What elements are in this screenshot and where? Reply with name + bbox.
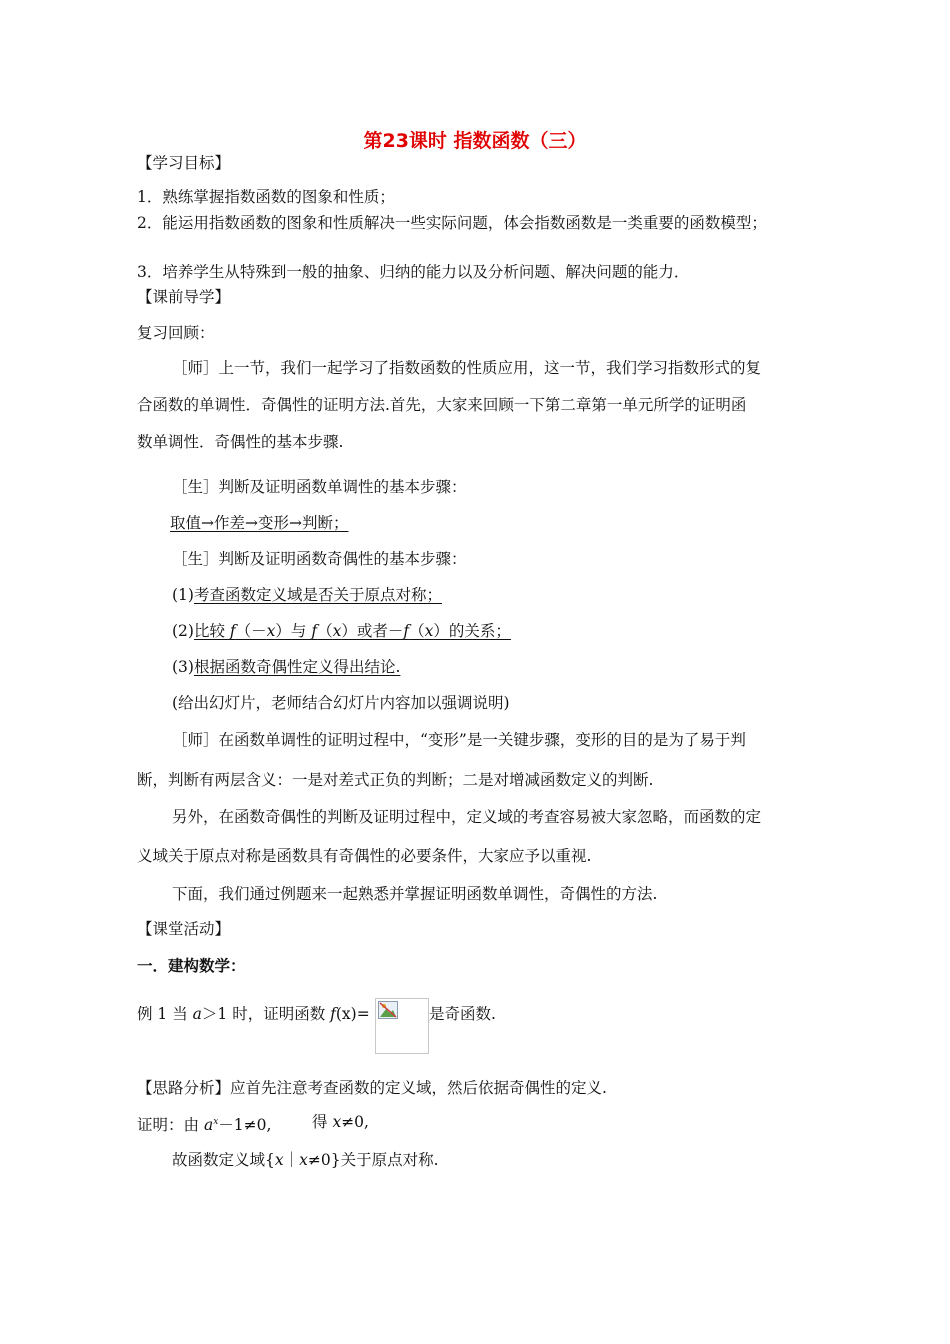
activity-heading: 【课堂活动】 <box>137 920 231 938</box>
step-number: (1) <box>172 586 194 604</box>
student-answer-1: ［生］判断及证明函数单调性的基本步骤： <box>172 478 467 496</box>
monotonicity-steps: 取值→作差→变形→判断； <box>170 514 349 532</box>
teacher-paragraph-1-line-1: ［师］上一节，我们一起学习了指数函数的性质应用，这一节，我们学习指数形式的复 <box>172 359 762 377</box>
teacher-paragraph-1-line-2: 合函数的单调性．奇偶性的证明方法.首先，大家来回顾一下第二章第一单元所学的证明函 <box>137 396 747 414</box>
review-label: 复习回顾： <box>137 324 215 342</box>
teacher-paragraph-2-line-1: ［师］在函数单调性的证明过程中，“变形”是一关键步骤，变形的目的是为了易于判 <box>172 731 746 749</box>
proof-line-1: 证明：由 $a^x-1\ne 0$, <box>137 1116 272 1135</box>
paragraph-3-line-1: 另外，在函数奇偶性的判断及证明过程中，定义域的考查容易被大家忽略，而函数的定 <box>172 808 762 826</box>
step-text: 根据函数奇偶性定义得出结论. <box>193 658 401 676</box>
slide-note: (给出幻灯片，老师结合幻灯片内容加以强调说明) <box>172 694 510 712</box>
broken-image-icon <box>378 1001 398 1019</box>
step-text: 比较 f（－x）与 f（x）或者－f（x）的关系； <box>193 622 511 640</box>
parity-step-3 <box>172 657 400 677</box>
example-1-conclusion: 是奇函数. <box>429 1005 496 1023</box>
step-number: (2) <box>172 622 194 640</box>
preview-heading: 【课前导学】 <box>137 288 231 306</box>
objective-item-1: 1．熟练掌握指数函数的图象和性质； <box>137 188 395 206</box>
teacher-paragraph-1-line-3: 数单调性．奇偶性的基本步骤. <box>137 433 344 451</box>
example-1: 例 1 当 a＞1 时，证明函数 f(x)= <box>137 1005 370 1023</box>
paragraph-4: 下面，我们通过例题来一起熟悉并掌握证明函数单调性，奇偶性的方法. <box>172 885 658 903</box>
objectives-heading: 【学习目标】 <box>137 154 231 172</box>
student-answer-2: ［生］判断及证明函数奇偶性的基本步骤： <box>172 550 467 568</box>
step-text: 考查函数定义域是否关于原点对称； <box>193 586 442 604</box>
proof-line-2: 故函数定义域{x｜x≠0}关于原点对称. <box>172 1151 439 1169</box>
step-number: (3) <box>172 658 194 676</box>
page-title: 第23课时 指数函数（三） <box>363 130 587 152</box>
proof-result: 得 x≠0, <box>312 1113 369 1131</box>
objective-item-2: 2．能运用指数函数的图象和性质解决一些实际问题，体会指数函数是一类重要的函数模型； <box>137 214 767 232</box>
parity-step-2 <box>172 621 511 641</box>
teacher-paragraph-2-line-2: 断，判断有两层含义：一是对差式正负的判断；二是对增减函数定义的判断. <box>137 771 654 789</box>
formula-image <box>375 998 429 1054</box>
section-heading: 一．建构数学： <box>137 957 246 975</box>
paragraph-3-line-2: 义域关于原点对称是函数具有奇偶性的必要条件，大家应予以重视. <box>137 847 592 865</box>
analysis: 【思路分析】应首先注意考查函数的定义域，然后依据奇偶性的定义. <box>137 1079 607 1097</box>
parity-step-1 <box>172 585 442 605</box>
objective-item-3: 3．培养学生从特殊到一般的抽象、归纳的能力以及分析问题、解决问题的能力． <box>137 263 690 281</box>
